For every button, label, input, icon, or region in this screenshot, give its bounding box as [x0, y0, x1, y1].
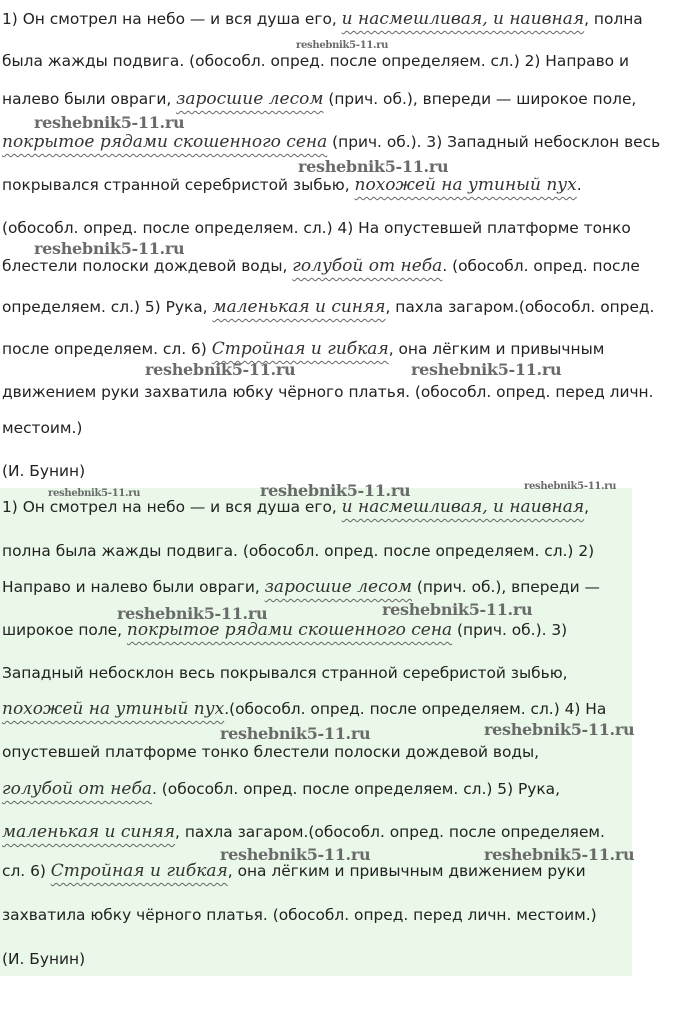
author-line: [2, 948, 85, 972]
text-line: [2, 88, 636, 112]
text-segment: (прич. об.), впереди —: [411, 578, 600, 596]
text-segment: .(обособл. опред. после определяем. сл.) 4) На: [224, 700, 607, 718]
text-line: [2, 904, 597, 928]
watermark: reshebnik5-11.ru: [34, 239, 185, 258]
text-segment: блестели полоски дождевой воды,: [2, 257, 293, 275]
text-line: [2, 821, 605, 845]
text-segment: полна была жажды подвига. (обособл. опред. после определяем. сл.) 2): [2, 542, 595, 560]
highlighted-phrase: покрытое рядами скошенного сена: [2, 132, 328, 152]
text-segment: , она лёгким и привычным: [388, 340, 605, 358]
highlighted-phrase: голубой от неба: [2, 779, 153, 799]
highlighted-phrase: маленькая и синяя: [2, 822, 176, 842]
text-segment: сл. 6): [2, 862, 51, 880]
watermark: reshebnik5-11.ru: [382, 600, 533, 619]
text-segment: . (обособл. опред. после определяем. сл.) 5) Рука,: [152, 780, 560, 798]
text-segment: налево были овраги,: [2, 90, 177, 108]
text-segment: определяем. сл.) 5) Рука,: [2, 298, 213, 316]
watermark: reshebnik5-11.ru: [145, 360, 296, 379]
text-segment: местоим.): [2, 419, 83, 437]
text-segment: (прич. об.), впереди — широкое поле,: [323, 90, 637, 108]
watermark: reshebnik5-11.ru: [220, 724, 371, 743]
text-segment: (прич. об.). 3): [452, 621, 568, 639]
text-segment: широкое поле,: [2, 621, 127, 639]
text-line: [2, 662, 568, 686]
highlighted-phrase: голубой от неба: [292, 256, 443, 276]
text-line: [2, 619, 567, 643]
highlighted-phrase: и насмешливая, и наивная: [341, 497, 585, 517]
text-line: [2, 698, 606, 722]
text-segment: (И. Бунин): [2, 950, 86, 968]
author-line: [2, 460, 85, 484]
text-line: [2, 174, 582, 198]
highlighted-phrase: Стройная и гибкая: [211, 339, 389, 359]
text-line: [2, 255, 640, 279]
highlighted-phrase: покрытое рядами скошенного сена: [126, 620, 453, 640]
text-segment: .: [576, 176, 582, 194]
text-line: [2, 540, 594, 564]
watermark: reshebnik5-11.ru: [411, 360, 562, 379]
watermark: reshebnik5-11.ru: [296, 40, 389, 51]
highlighted-phrase: и насмешливая, и наивная: [341, 9, 585, 29]
text-line: [2, 381, 654, 405]
text-segment: Западный небосклон весь покрывался странной серебристой зыбью,: [2, 664, 568, 682]
highlighted-phrase: заросшие лесом: [264, 577, 412, 597]
highlighted-phrase: заросшие лесом: [176, 89, 324, 109]
text-segment: (обособл. опред. после определяем. сл.) 4) На опустевшей платформе тонко: [2, 219, 631, 237]
watermark: reshebnik5-11.ru: [34, 113, 185, 132]
text-segment: , пахла загаром.(обособл. опред.: [385, 298, 655, 316]
text-segment: . (обособл. опред. после: [442, 257, 640, 275]
text-segment: (прич. об.). 3) Западный небосклон весь: [327, 133, 661, 151]
text-line: [2, 296, 654, 320]
highlighted-phrase: похожей на утиный пух: [354, 175, 577, 195]
highlighted-phrase: похожей на утиный пух: [2, 699, 225, 719]
text-segment: ,: [584, 498, 590, 516]
watermark: reshebnik5-11.ru: [220, 845, 371, 864]
text-segment: 1) Он смотрел на небо — и вся душа его,: [2, 10, 342, 28]
watermark: reshebnik5-11.ru: [260, 481, 411, 500]
text-segment: , пахла загаром.(обособл. опред. после определяем.: [175, 823, 605, 841]
watermark: reshebnik5-11.ru: [48, 488, 141, 499]
highlighted-phrase: маленькая и синяя: [212, 297, 386, 317]
text-line: [2, 338, 604, 362]
text-line: [2, 778, 560, 802]
text-line: [2, 131, 660, 155]
text-line: [2, 8, 643, 32]
text-line: [2, 741, 539, 765]
text-segment: захватила юбку чёрного платья. (обособл. опред. перед личн. местоим.): [2, 906, 597, 924]
highlighted-phrase: Стройная и гибкая: [50, 861, 228, 881]
text-segment: Направо и налево были овраги,: [2, 578, 265, 596]
watermark: reshebnik5-11.ru: [117, 604, 268, 623]
text-segment: после определяем. сл. 6): [2, 340, 212, 358]
watermark: reshebnik5-11.ru: [524, 481, 617, 492]
text-segment: , она лёгким и привычным движением руки: [227, 862, 586, 880]
watermark: reshebnik5-11.ru: [484, 720, 635, 739]
text-segment: (И. Бунин): [2, 462, 86, 480]
text-segment: опустевшей платформе тонко блестели полоски дождевой воды,: [2, 743, 540, 761]
text-segment: покрывался странной серебристой зыбью,: [2, 176, 355, 194]
text-line: [2, 576, 600, 600]
text-segment: движением руки захватила юбку чёрного платья. (обособл. опред. перед личн.: [2, 383, 654, 401]
text-segment: 1) Он смотрел на небо — и вся душа его,: [2, 498, 342, 516]
text-line: [2, 50, 629, 74]
text-segment: была жажды подвига. (обособл. опред. после определяем. сл.) 2) Направо и: [2, 52, 629, 70]
text-segment: , полна: [584, 10, 643, 28]
watermark: reshebnik5-11.ru: [298, 157, 449, 176]
watermark: reshebnik5-11.ru: [484, 845, 635, 864]
text-line: [2, 417, 82, 441]
text-line: [2, 217, 631, 241]
